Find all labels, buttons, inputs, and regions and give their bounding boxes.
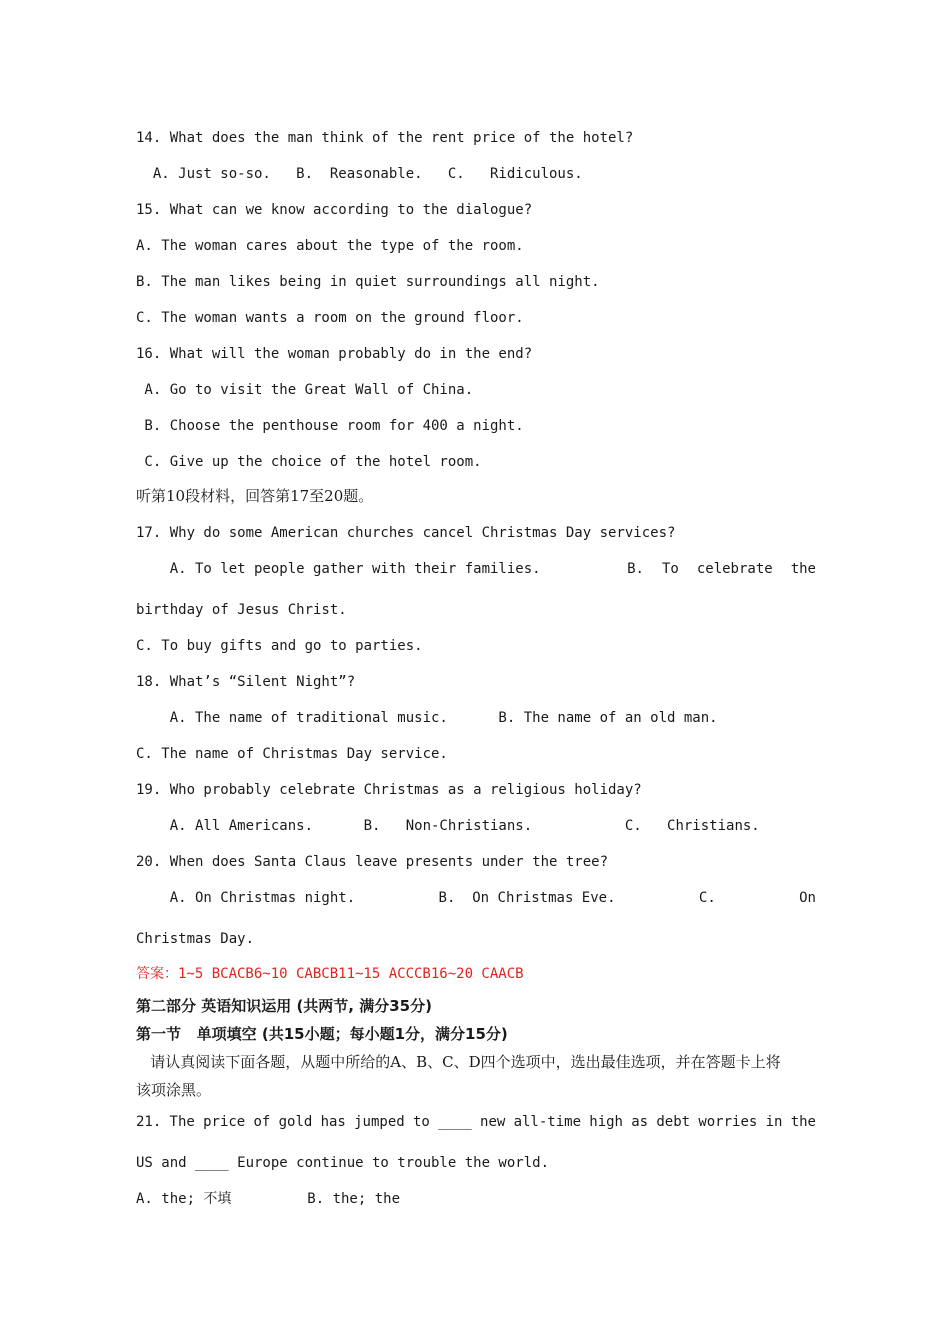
question-21-word: gold: [278, 1114, 313, 1130]
question-20-option-c-cont: Christmas Day.: [136, 931, 255, 947]
question-14-options: A. Just so-so. B. Reasonable. C. Ridiculous.: [136, 166, 583, 182]
question-15-option-c: C. The woman wants a room on the ground floor.: [136, 310, 524, 326]
question-18-options-ab: A. The name of traditional music. B. The name of an old man.: [136, 710, 718, 726]
instructions-line-2: 该项涂黑。: [136, 1081, 212, 1099]
question-20-stem: 20. When does Santa Claus leave presents under the tree?: [136, 854, 609, 870]
question-21-word: as: [631, 1114, 649, 1130]
question-19-stem: 19. Who probably celebrate Christmas as a religious holiday?: [136, 782, 642, 798]
question-16-option-a: A. Go to visit the Great Wall of China.: [136, 382, 474, 398]
question-17-option-a: A. To let people gather with their families.: [136, 561, 541, 577]
question-21-word: debt: [656, 1114, 691, 1130]
question-20-option-c-word: On: [799, 890, 816, 906]
question-21-word: high: [589, 1114, 623, 1130]
answer-key: 答案：1~5 BCACB6~10 CABCB11~15 ACCCB16~20 CAACB: [136, 966, 524, 982]
question-15-option-a: A. The woman cares about the type of the room.: [136, 238, 524, 254]
question-16-option-c: C. Give up the choice of the hotel room.: [136, 454, 482, 470]
question-18-stem: 18. What’s “Silent Night”?: [136, 674, 356, 690]
question-21-word: has: [320, 1114, 346, 1130]
question-17-option-b-letter: B.: [627, 561, 644, 577]
section-1-title: 第一节 单项填空 (共15小题；每小题1分，满分15分): [136, 1025, 508, 1043]
question-17-stem: 17. Why do some American churches cancel Christmas Day services?: [136, 525, 676, 541]
question-19-options: A. All Americans. B. Non-Christians. C. Christians.: [136, 818, 760, 834]
question-21-word: to: [412, 1114, 430, 1130]
section-note: 听第10段材料，回答第17至20题。: [136, 487, 374, 505]
question-20-option-c-letter: C.: [698, 890, 716, 906]
question-16-stem: 16. What will the woman probably do in the end?: [136, 346, 533, 362]
question-21-word: worries: [698, 1114, 758, 1130]
question-21-stem: [136, 1113, 816, 1131]
question-21-word: of: [253, 1114, 271, 1130]
question-17-option-b-word: celebrate: [696, 561, 773, 577]
question-16-option-b: B. Choose the penthouse room for 400 a night.: [136, 418, 524, 434]
question-21-word: price: [203, 1114, 246, 1130]
question-17-option-b-word: To: [661, 561, 679, 577]
question-15-option-b: B. The man likes being in quiet surroundings all night.: [136, 274, 600, 290]
part-2-title: 第二部分 英语知识运用 (共两节, 满分35分): [136, 997, 432, 1015]
question-17-option-c: C. To buy gifts and go to parties.: [136, 638, 423, 654]
question-21-word: jumped: [354, 1114, 405, 1130]
question-21-word: in: [765, 1114, 783, 1130]
question-21-word: 21.: [136, 1114, 162, 1130]
question-20-option-a: A. On Christmas night.: [136, 890, 356, 906]
question-21-word: new: [480, 1114, 506, 1130]
question-17-option-b-word: the: [790, 561, 816, 577]
question-15-stem: 15. What can we know according to the dialogue?: [136, 202, 533, 218]
question-20-option-b: B. On Christmas Eve.: [438, 890, 616, 906]
question-14-stem: 14. What does the man think of the rent price of the hotel?: [136, 130, 634, 146]
question-21-word: the: [790, 1114, 816, 1130]
question-21-word: The: [169, 1114, 195, 1130]
question-21-word: all-time: [513, 1114, 582, 1130]
question-21-blank: ____: [438, 1114, 472, 1130]
question-17-option-b-cont: birthday of Jesus Christ.: [136, 602, 347, 618]
instructions-line-1: 请认真阅读下面各题，从题中所给的A、B、C、D四个选项中，选出最佳选项，并在答题卡上将: [136, 1053, 781, 1071]
question-20-options: [136, 889, 816, 907]
question-21-options: A. the; 不填 B. the; the: [136, 1191, 401, 1207]
question-21-stem-cont: US and ____ Europe continue to trouble the world.: [136, 1155, 550, 1171]
question-18-option-c: C. The name of Christmas Day service.: [136, 746, 448, 762]
question-17-options-ab: [136, 560, 816, 578]
